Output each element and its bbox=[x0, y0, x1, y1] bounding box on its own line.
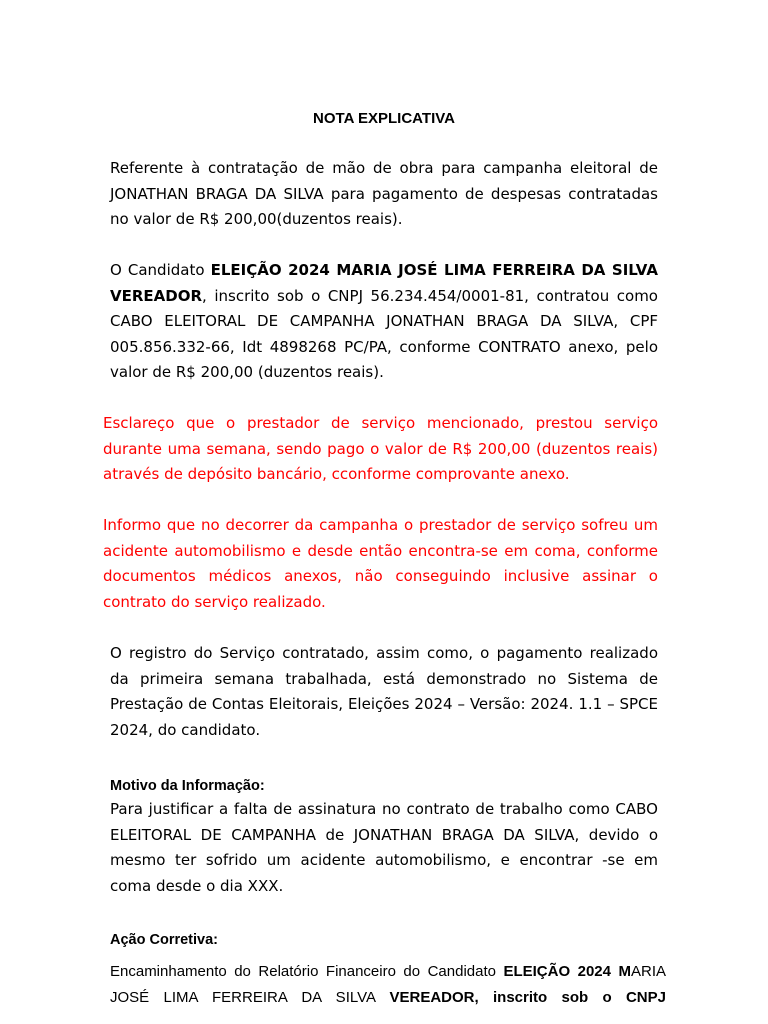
paragraph-reference: Referente à contratação de mão de obra para campanha eleitoral de JONATHAN BRAGA DA SILVA para pagamento de despesas contratadas no valor de R$ 200,00(duzentos reais). bbox=[110, 159, 658, 229]
section-heading-motivo: Motivo da Informação: bbox=[110, 778, 265, 794]
acao-bold-1: ELEIÇÃO 2024 M bbox=[503, 963, 631, 980]
acao-prefix: Encaminhamento do Relatório Financeiro do Candidato bbox=[110, 963, 504, 980]
acao-bold-2: VEREADOR, inscrito sob o CNPJ bbox=[389, 989, 666, 1006]
candidate-name: ELEIÇÃO 2024 MARIA JOSÉ LIMA FERREIRA DA SILVA VEREADOR bbox=[110, 261, 658, 305]
acao-middle: ARIA JOSÉ LIMA FERREIRA DA SILVA bbox=[110, 963, 666, 1006]
paragraph-registration: O registro do Serviço contratado, assim como, o pagamento realizado da primeira semana trabalhada, está demonstrado no Sistema de Prestação de Contas Eleitorais, Eleições 2024 – Versão: 2024. 1.1 – SPCE 2024, do candidato. bbox=[110, 644, 658, 739]
paragraph-clarification: Esclareço que o prestador de serviço mencionado, prestou serviço durante uma semana, sendo pago o valor de R$ 200,00 (duzentos reais) através de depósito bancário, cconforme comprovante anexo. bbox=[103, 414, 658, 484]
candidate-details: , inscrito sob o CNPJ 56.234.454/0001-81, contratou como CABO ELEITORAL DE CAMPANHA JONATHAN BRAGA DA SILVA, CPF 005.856.332-66, Idt 4898268 PC/PA, conforme CONTRATO anexo, pelo valor de R$ 200,00 (duzentos reais). bbox=[110, 286, 658, 382]
document-title: NOTA EXPLICATIVA bbox=[313, 110, 455, 127]
paragraph-motivo: Para justificar a falta de assinatura no contrato de trabalho como CABO ELEITORAL DE CAMPANHA de JONATHAN BRAGA DA SILVA, devido o mesmo ter sofrido um acidente automobilismo, e encontrar -se em coma desde o dia XXX. bbox=[110, 800, 658, 895]
paragraph-acao bbox=[110, 959, 666, 1011]
paragraph-accident-info: Informo que no decorrer da campanha o prestador de serviço sofreu um acidente automobilismo e desde então encontra-se em coma, conforme documentos médicos anexos, não conseguindo inclusive assinar o contrato do serviço realizado. bbox=[103, 516, 658, 611]
section-heading-acao: Ação Corretiva: bbox=[110, 932, 218, 948]
candidate-prefix: O Candidato bbox=[110, 261, 211, 279]
paragraph-candidate bbox=[110, 258, 658, 386]
